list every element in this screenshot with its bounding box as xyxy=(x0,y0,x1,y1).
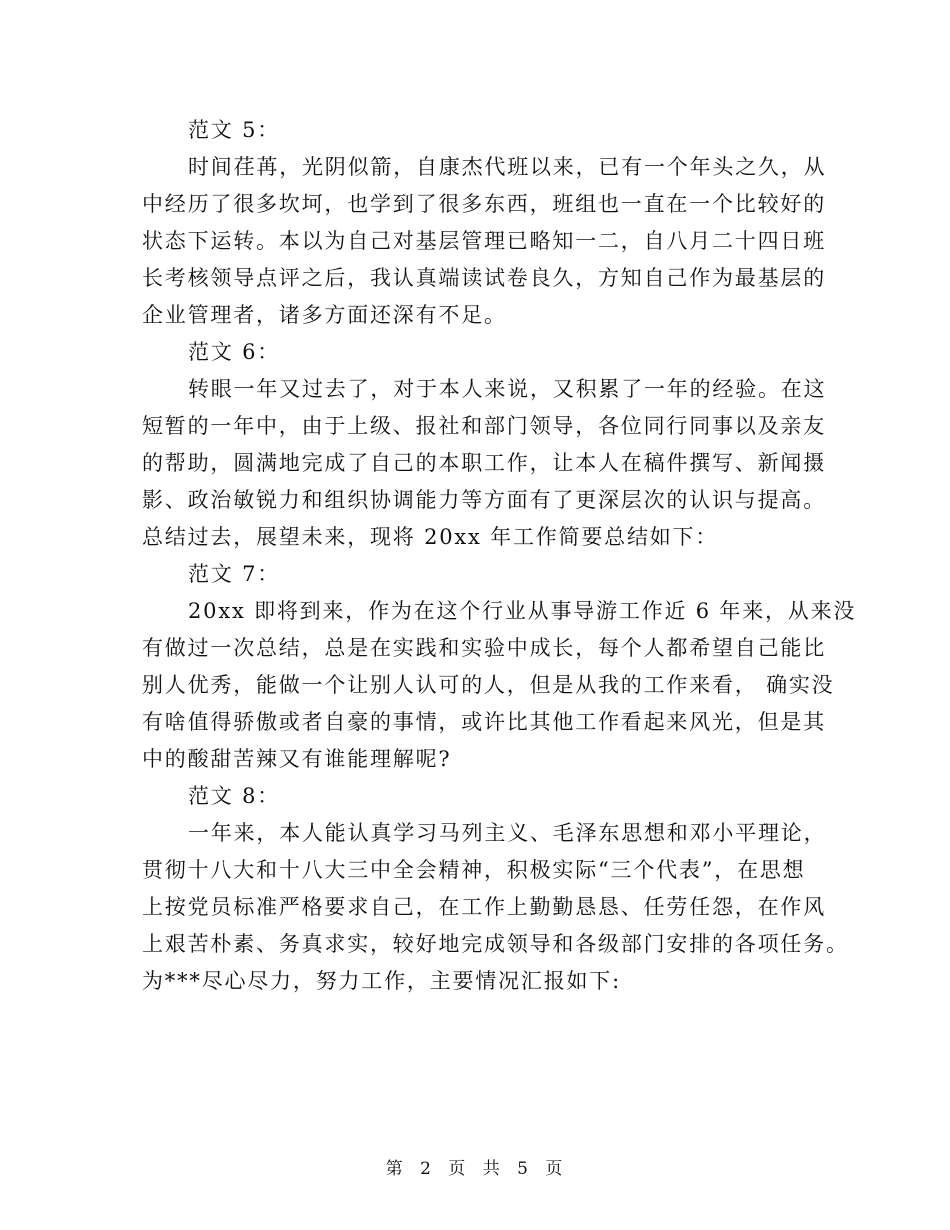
paragraph-line: 状态下运转。本以为自己对基层管理已略知一二，自八月二十四日班 xyxy=(142,229,826,253)
paragraph-line: 短暂的一年中，由于上级、报社和部门领导，各位同行同事以及亲友 xyxy=(142,414,826,438)
paragraph-line: 贯彻十八大和十八大三中全会精神，积极实际“三个代表”，在思想 xyxy=(142,858,806,882)
section-fanwen-8 xyxy=(142,778,849,1000)
footer-label-ye-2: 页 xyxy=(545,1159,565,1179)
paragraph-line: 20xx 即将到来，作为在这个行业从事导游工作近 6 年来，从来没 xyxy=(188,599,857,623)
paragraph-line: 时间荏苒，光阴似箭，自康杰代班以来，已有一个年头之久，从 xyxy=(188,155,827,179)
paragraph-line: 上艰苦朴素、务真求实，较好地完成领导和各级部门安排的各项任务。 xyxy=(142,932,849,956)
page-number-current: 2 xyxy=(420,1159,433,1179)
paragraph-line: 有做过一次总结，总是在实践和实验中成长，每个人都希望自己能比 xyxy=(142,636,826,660)
section-heading: 范文 7： xyxy=(188,562,281,586)
paragraph-line: 总结过去，展望未来，现将 20xx 年工作简要总结如下： xyxy=(142,525,719,549)
section-fanwen-6 xyxy=(142,334,827,556)
page-number-total: 5 xyxy=(517,1159,530,1179)
document-body xyxy=(142,112,857,1000)
section-heading: 范文 6： xyxy=(188,340,281,364)
paragraph-line: 的帮助，圆满地完成了自己的本职工作，让本人在稿件撰写、新闻摄 xyxy=(142,451,826,475)
paragraph-line: 上按党员标准严格要求自己，在工作上勤勤恳恳、任劳任怨，在作风 xyxy=(142,895,826,919)
section-fanwen-7 xyxy=(142,556,857,778)
paragraph-line: 一年来，本人能认真学习马列主义、毛泽东思想和邓小平理论， xyxy=(188,821,827,845)
paragraph-line: 别人优秀，能做一个让别人认可的人，但是从我的工作来看， 确实没 xyxy=(142,673,835,697)
paragraph-line: 中经历了很多坎坷，也学到了很多东西，班组也一直在一个比较好的 xyxy=(142,192,826,216)
paragraph-line: 影、政治敏锐力和组织协调能力等方面有了更深层次的认识与提高。 xyxy=(142,488,826,512)
paragraph-line: 转眼一年又过去了，对于本人来说，又积累了一年的经验。在这 xyxy=(188,377,827,401)
paragraph-line: 为***尽心尽力，努力工作，主要情况汇报如下: xyxy=(142,969,621,993)
footer-label-di: 第 xyxy=(385,1159,405,1179)
section-fanwen-5 xyxy=(142,112,827,334)
paragraph-line: 长考核领导点评之后，我认真端读试卷良久，方知自己作为最基层的 xyxy=(142,266,826,290)
footer-label-ye: 页 xyxy=(448,1159,468,1179)
paragraph-line: 企业管理者，诸多方面还深有不足。 xyxy=(142,303,507,327)
page-footer xyxy=(0,1154,950,1179)
section-heading: 范文 5： xyxy=(188,118,281,142)
footer-label-gong: 共 xyxy=(482,1159,502,1179)
paragraph-line: 有啥值得骄傲或者自豪的事情，或许比其他工作看起来风光，但是其 xyxy=(142,710,826,734)
section-heading: 范文 8： xyxy=(188,784,281,808)
paragraph-line: 中的酸甜苦辣又有谁能理解呢? xyxy=(142,747,452,771)
